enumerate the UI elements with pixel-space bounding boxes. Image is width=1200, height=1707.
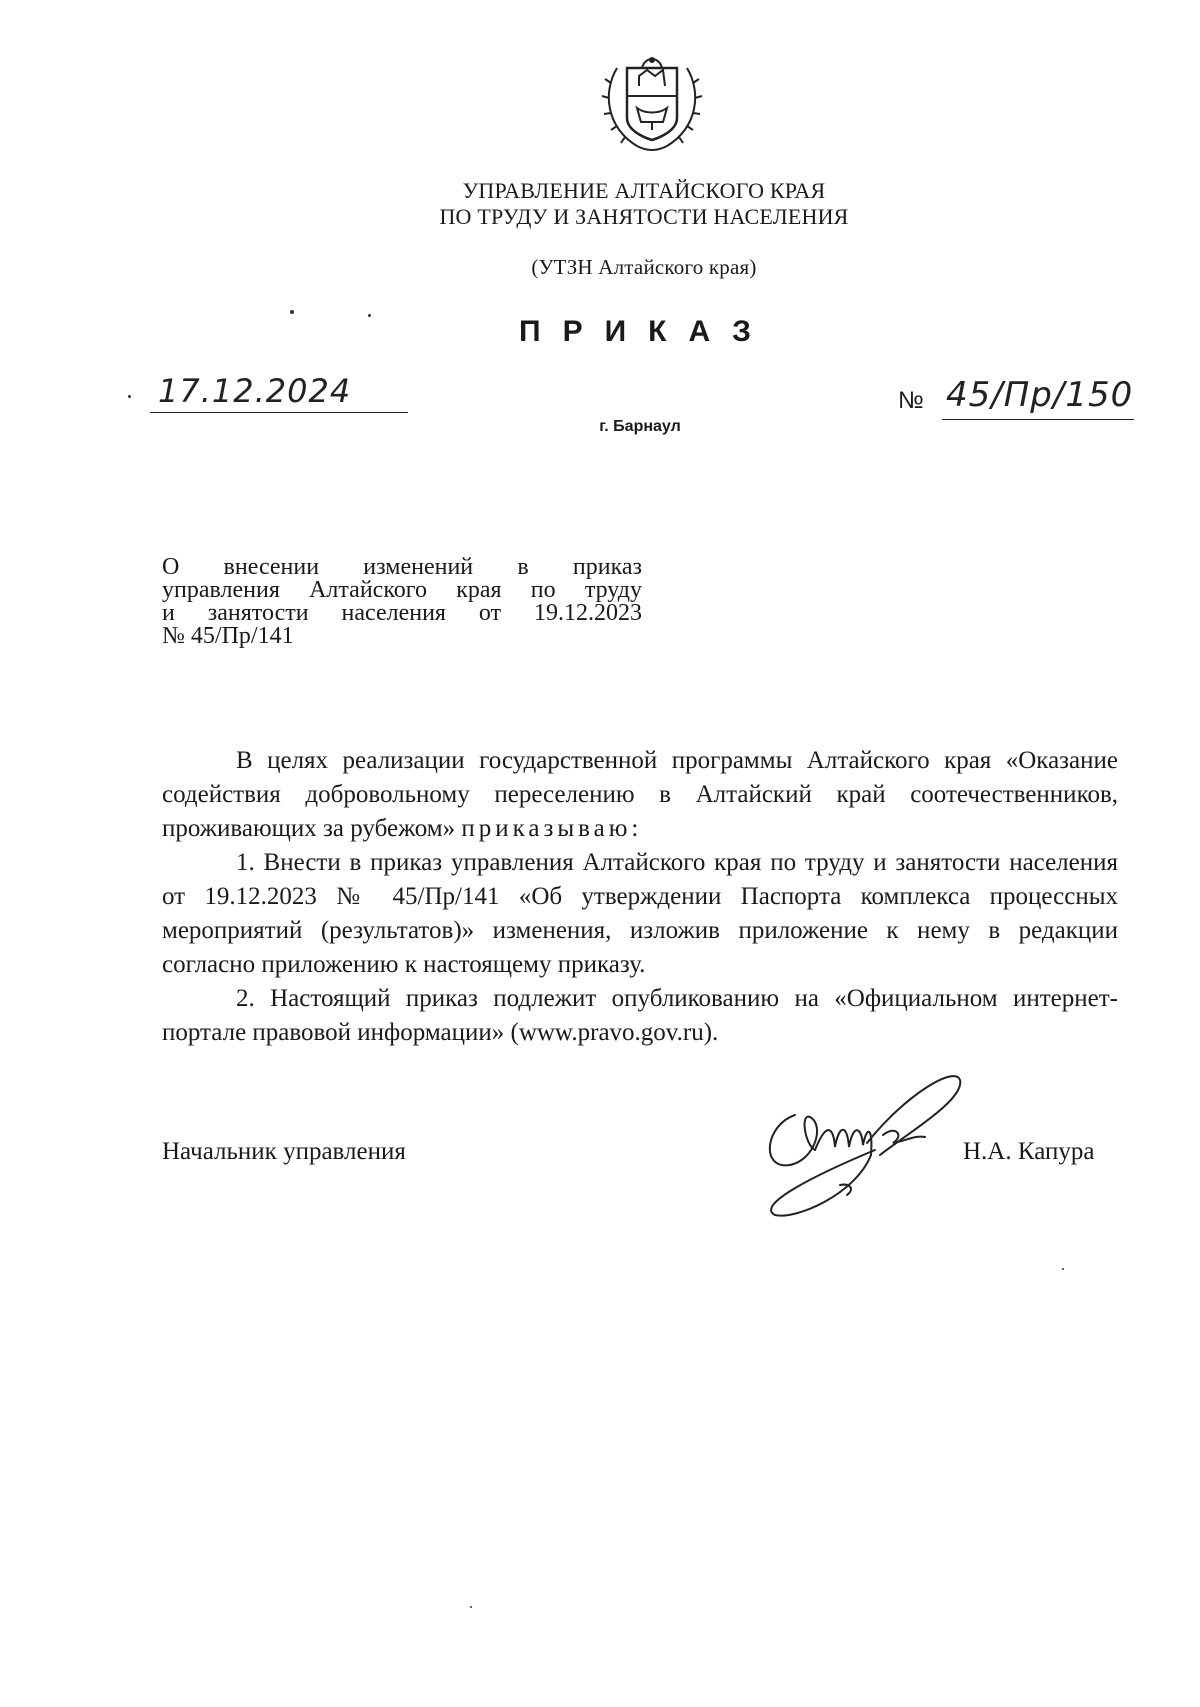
organization-name-line2: ПО ТРУДУ И ЗАНЯТОСТИ НАСЕЛЕНИЯ xyxy=(439,204,849,229)
signatory-position: Начальник управления xyxy=(162,1138,406,1165)
scan-speck xyxy=(1062,1268,1064,1270)
handwritten-signature-icon xyxy=(755,1055,985,1235)
order-date xyxy=(150,370,410,418)
coat-of-arms-icon xyxy=(597,38,707,158)
scan-speck xyxy=(290,310,294,314)
body-paragraph-item1: 1. Внести в приказ управления Алтайского края по труду и занятости населения от 19.12.2023 № 45/Пр/141 «Об утверждении Паспорта комплекса процессных мероприятий (результатов)» изменения, изложив приложение к нему в редакции согласно приложению к настоящему приказу. xyxy=(162,849,1118,978)
document-title: ПРИКАЗ xyxy=(519,315,773,348)
signatory-name: Н.А. Капура xyxy=(963,1138,1095,1165)
subject-line: О внесении изменений в приказ xyxy=(162,554,642,580)
date-underline xyxy=(150,412,408,413)
order-verb: приказываю xyxy=(461,815,632,842)
body-paragraph-item2: 2. Настоящий приказ подлежит опубликованию на «Официальном интернет-портале правовой информации» (www.pravo.gov.ru). xyxy=(162,985,1118,1046)
preamble-colon: : xyxy=(631,815,639,842)
order-date-handwritten: 17.12.2024 xyxy=(158,372,352,410)
organization-abbreviation: (УТЗН Алтайского края) xyxy=(531,255,757,279)
scan-speck xyxy=(470,1606,472,1608)
preamble-text: В целях реализации государственной программы Алтайского края «Оказание содействия добровольному переселению в Алтайский край соотечественников, проживающих за рубежом» xyxy=(162,747,1118,842)
order-number-handwritten: 45/Пр/150 xyxy=(946,375,1134,415)
organization-name-line1: УПРАВЛЕНИЕ АЛТАЙСКОГО КРАЯ xyxy=(462,178,826,203)
subject-line: и занятости населения от 19.12.2023 xyxy=(162,600,642,626)
order-body xyxy=(162,744,1118,1050)
subject-line: № 45/Пр/141 xyxy=(162,623,294,649)
number-sign: № xyxy=(898,387,924,414)
subject-line: управления Алтайского края по труду xyxy=(162,577,642,603)
city: г. Барнаул xyxy=(599,418,681,435)
scan-speck xyxy=(128,395,131,398)
order-subject xyxy=(162,556,642,648)
body-paragraph-preamble xyxy=(162,744,1118,846)
scan-speck xyxy=(368,314,371,317)
